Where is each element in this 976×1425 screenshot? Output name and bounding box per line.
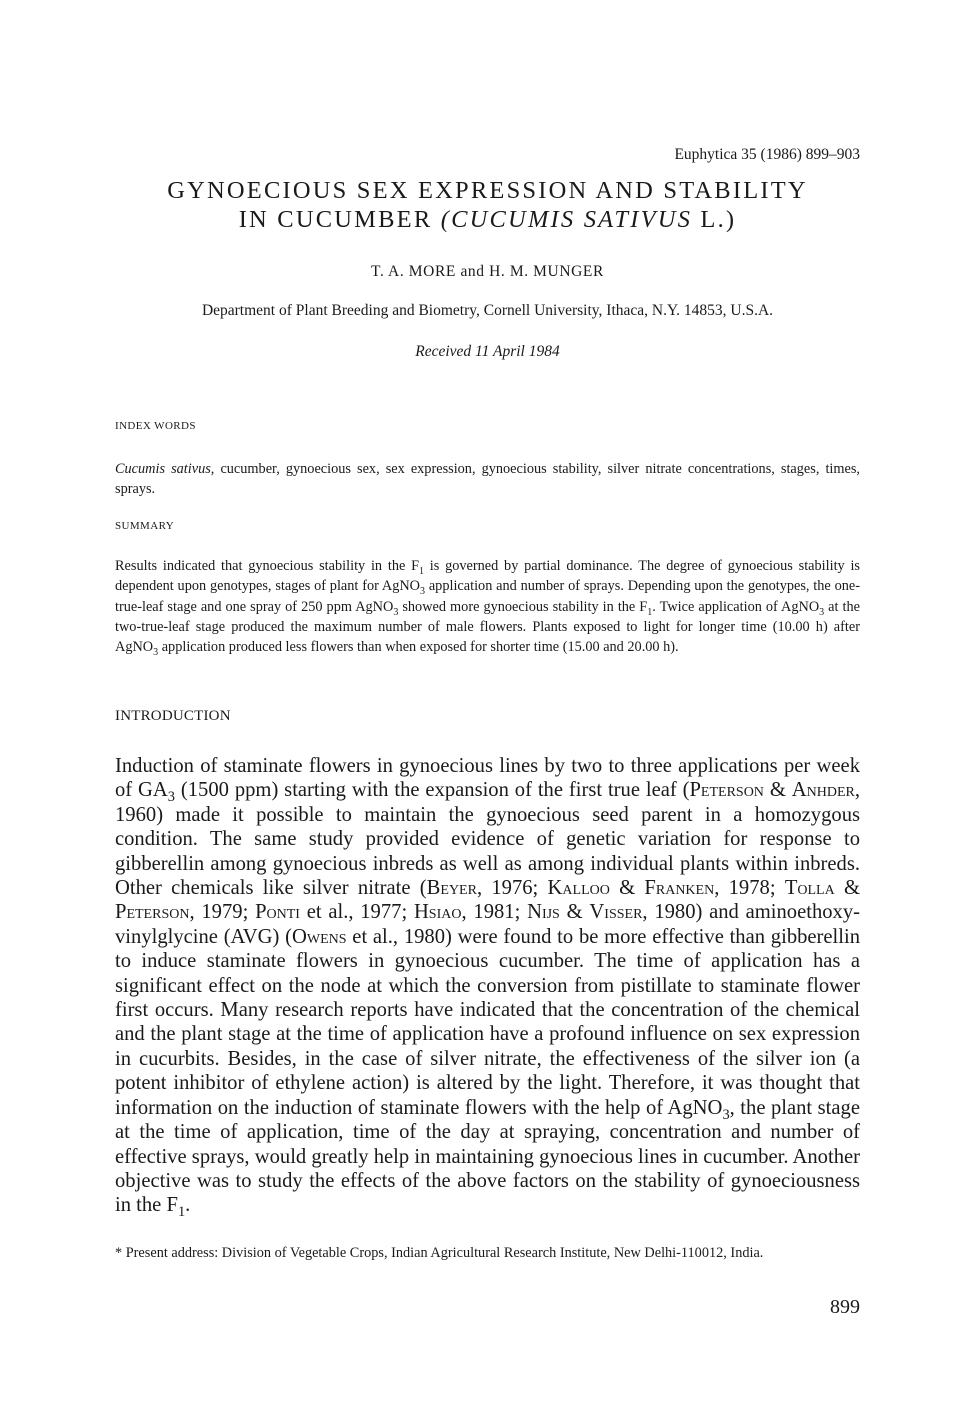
summary-text bbox=[115, 556, 860, 657]
received-date: Received 11 April 1984 bbox=[415, 343, 560, 360]
subscript: 3 bbox=[393, 606, 399, 618]
footnote: * Present address: Division of Vegetable Crops, Indian Agricultural Research Institute, New Delhi-110012, India. bbox=[115, 1245, 764, 1261]
title-line-1: GYNOECIOUS SEX EXPRESSION AND STABILITY bbox=[167, 177, 808, 204]
citation-author: Kalloo bbox=[547, 877, 610, 900]
summary-part: application and number of sprays. Depending upon the genotypes, the one-true-leaf stage and one spray of 250 ppm AgNO bbox=[115, 578, 860, 615]
intro-part: , 1981; bbox=[461, 901, 528, 924]
title-line-2-text: IN CUCUMBER bbox=[238, 206, 441, 233]
subscript: 1 bbox=[177, 1204, 186, 1221]
paper-title bbox=[115, 176, 860, 234]
index-words-lead: Cucumis sativus, bbox=[115, 461, 215, 477]
citation-author: Owens bbox=[292, 925, 347, 948]
intro-part: (1500 ppm) starting with the expansion of the first true leaf ( bbox=[175, 779, 690, 802]
citation-author: Beyer bbox=[426, 877, 477, 900]
intro-part: & bbox=[609, 877, 645, 900]
subscript: 3 bbox=[722, 1106, 730, 1123]
intro-part: & bbox=[834, 877, 861, 900]
intro-part: , 1979; bbox=[189, 901, 256, 924]
citation-author: Peterson bbox=[115, 901, 190, 924]
affiliation: Department of Plant Breeding and Biometry, Cornell University, Ithaca, N.Y. 14853, U.S.A. bbox=[201, 302, 774, 319]
index-words bbox=[115, 459, 860, 499]
intro-part: . bbox=[185, 1194, 191, 1217]
citation-author: Anhder bbox=[791, 779, 855, 802]
summary-part: . Twice application of AgNO bbox=[652, 598, 820, 615]
citation-author: Franken bbox=[644, 877, 715, 900]
citation-author: Ponti bbox=[255, 901, 300, 924]
page-number: 899 bbox=[830, 1296, 860, 1318]
title-species: (CUCUMIS SATIVUS bbox=[440, 206, 693, 233]
citation-author: Peterson bbox=[689, 779, 764, 802]
title-line-2 bbox=[115, 205, 860, 234]
journal-reference: Euphytica 35 (1986) 899–903 bbox=[674, 146, 860, 163]
summary-part: is governed by partial dominance. The degree of gynoecious stability is dependent upon genotypes, stages of plant for AgNO bbox=[115, 558, 860, 595]
summary-part: at the two-true-leaf stage produced the maximum number of male flowers. Plants exposed to light for longer time (10.00 h) after AgNO bbox=[115, 598, 860, 656]
subscript: 3 bbox=[167, 789, 175, 806]
subscript: 3 bbox=[420, 586, 426, 598]
intro-part: & bbox=[763, 779, 792, 802]
intro-part: , 1978; bbox=[714, 877, 785, 900]
intro-part: , 1960) made it possible to maintain the gynoecious seed parent in a homozygous condition. The same study provided evidence of genetic variation for response to gibberellin among gynoecious inbreds as well as among individual plants within inbreds. Other chemicals like silver nitrate ( bbox=[115, 779, 860, 900]
intro-part: et al., 1980) were found to be more effective than gibberellin to induce staminate flowers in gynoecious cucumber. The time of application has a significant effect on the node at which the conversion from pistillate to staminate flower first occurs. Many research reports have indicated that the concentration of the chemical and the plant stage at the time of application have a profound influence on sex expression in cucurbits. Besides, in the case of silver nitrate, the effectiveness of the silver ion (a potent inhibitor of ethylene action) is altered by the light. Therefore, it was thought that information on the induction of staminate flowers with the help of AgNO bbox=[115, 925, 861, 1119]
introduction-text bbox=[115, 754, 861, 1221]
subscript: 1 bbox=[647, 606, 653, 618]
subscript: 1 bbox=[419, 565, 425, 577]
citation-author: Hsiao bbox=[413, 901, 462, 924]
summary-heading: SUMMARY bbox=[115, 520, 175, 532]
title-line-2-end: L.) bbox=[692, 206, 737, 233]
subscript: 3 bbox=[153, 647, 159, 659]
index-words-text: cucumber, gynoecious sex, sex expression, gynoecious stability, silver nitrate concentrations, stages, times, sprays. bbox=[115, 461, 860, 497]
summary-part: showed more gynoecious stability in the F bbox=[398, 598, 648, 615]
introduction-heading: INTRODUCTION bbox=[115, 708, 231, 724]
intro-part: , 1980) and aminoethoxy-vinylglycine (AVG) ( bbox=[115, 901, 861, 948]
intro-part: et al., 1977; bbox=[299, 901, 414, 924]
intro-part: & bbox=[559, 901, 590, 924]
intro-part: , 1976; bbox=[476, 877, 548, 900]
authors: T. A. MORE and H. M. MUNGER bbox=[371, 263, 604, 280]
citation-author: Visser bbox=[589, 901, 643, 924]
summary-part: application produced less flowers than when exposed for shorter time (15.00 and 20.00 h). bbox=[158, 639, 679, 656]
citation-author: Tolla bbox=[784, 877, 835, 900]
citation-author: Nijs bbox=[527, 901, 560, 924]
summary-part: Results indicated that gynoecious stability in the F bbox=[115, 558, 420, 574]
intro-part: Induction of staminate flowers in gynoecious lines by two to three applications per week of GA bbox=[115, 755, 860, 802]
intro-part: , the plant stage at the time of application, time of the day at spraying, concentration and number of effective sprays, would greatly help in maintaining gynoecious lines in cucumber. Another objective was to study the effects of the above factors on the stability of gynoeciousness in the F bbox=[115, 1096, 860, 1217]
subscript: 3 bbox=[819, 606, 825, 618]
index-words-heading: INDEX WORDS bbox=[115, 420, 196, 432]
